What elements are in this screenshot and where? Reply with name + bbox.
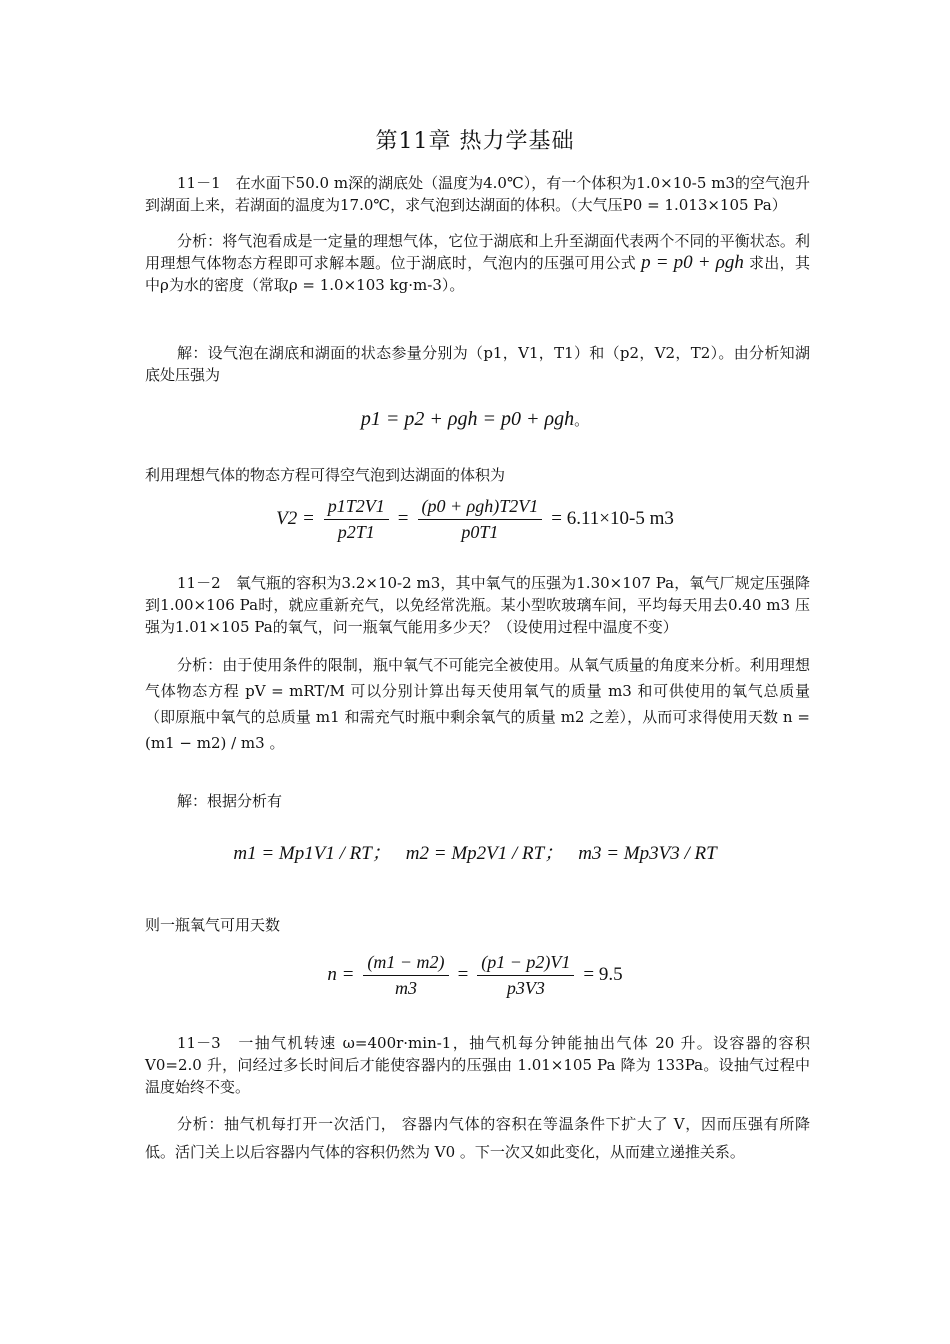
chapter-title: 第11章 热力学基础 bbox=[375, 129, 575, 154]
days-frac-1-numerator: (m1 − m2) bbox=[363, 952, 448, 976]
problem-11-1-solution-intro: 解：设气泡在湖底和湖面的状态参量分别为（p1，V1，T1）和（p2，V2，T2）。由分析知湖底处压强为 bbox=[145, 344, 810, 384]
formula-volume-result: = 6.11×10-5 m3 bbox=[551, 508, 674, 530]
problem-11-3-statement: 11－3 一抽气机转速 ω=400r·min-1，抽气机每分钟能抽出气体 20 升。设容器的容积V0=2.0 升，问经过多长时间后才能使容器内的压强由 1.01×105 Pa 降为 133Pa。设抽气过程中温度始终不变。 bbox=[145, 1034, 810, 1096]
frac-2-denominator: p0T1 bbox=[461, 522, 499, 542]
formula-pressure-expr: p1 = p2 + ρgh = p0 + ρgh bbox=[360, 408, 575, 430]
formula-days-frac-2 bbox=[477, 952, 574, 999]
formula-pressure-end: 。 bbox=[574, 413, 590, 429]
frac-1-numerator: p1T2V1 bbox=[324, 496, 389, 520]
formula-days-lhs: n = bbox=[327, 964, 355, 986]
formula-volume-frac-2 bbox=[418, 496, 543, 543]
analysis-formula: p = p0 + ρgh bbox=[641, 252, 744, 273]
formula-pressure-bottom bbox=[0, 408, 950, 431]
formula-volume-lhs: V2 = bbox=[276, 508, 315, 530]
analysis-tail: 求出，其中ρ为水的密度（常取ρ = 1.0×103 kg·m-3）。 bbox=[145, 254, 810, 294]
problem-11-2-solution-mid: 则一瓶氧气可用天数 bbox=[145, 916, 281, 934]
days-frac-2-numerator: (p1 − p2)V1 bbox=[477, 952, 574, 976]
formula-m3: m3 = Mp3V3 / RT bbox=[578, 843, 717, 864]
problem-11-2-analysis: 分析：由于使用条件的限制，瓶中氧气不可能完全被使用。从氧气质量的角度来分析。利用理想气体物态方程 pV = mRT/M 可以分别计算出每天使用氧气的质量 m3 和可供使用的氧气总质量（即原瓶中氧气的总质量 m1 和需充气时瓶中剩余氧气的质量 m2 之差），从而可求得使用天数 n = (m1 − m2) / m3 。 bbox=[145, 656, 810, 752]
days-frac-2-denominator: p3V3 bbox=[506, 978, 545, 998]
days-frac-1-denominator: m3 bbox=[394, 978, 417, 998]
formula-m1: m1 = Mp1V1 / RT； bbox=[233, 843, 391, 864]
analysis-text: 分析：将气泡看成是一定量的理想气体，它位于湖底和上升至湖面代表两个不同的平衡状态。利用理想气体物态方程即可求解本题。位于湖底时，气泡内的压强可用公式 bbox=[145, 232, 810, 272]
formula-days-frac-1 bbox=[363, 952, 448, 999]
formula-days: n = $\frac{(m1 - m2)}{m3}$ = $\frac{(p1 - p2)V1}{p3V3}$ = 9.5 bbox=[327, 952, 623, 998]
frac-1-denominator: p2T1 bbox=[337, 522, 375, 542]
problem-11-1-analysis bbox=[145, 230, 810, 296]
formula-masses bbox=[0, 838, 950, 865]
frac-2-numerator: (p0 + ρgh)T2V1 bbox=[418, 496, 543, 520]
problem-11-2-statement: 11－2 氧气瓶的容积为3.2×10-2 m3，其中氧气的压强为1.30×107 Pa，氧气厂规定压强降到1.00×106 Pa时，就应重新充气，以免经常洗瓶。某小型吹玻璃车间，平均每天用去0.40 m3 压强为1.01×105 Pa的氧气，问一瓶氧气能用多少天？（设使用过程中温度不变） bbox=[145, 574, 810, 636]
problem-11-1-statement: 11－1 在水面下50.0 m深的湖底处（温度为4.0℃），有一个体积为1.0×10-5 m3的空气泡升到湖面上来，若湖面的温度为17.0℃，求气泡到达湖面的体积。（大气压P0 = 1.013×105 Pa） bbox=[145, 174, 810, 214]
formula-m2: m2 = Mp2V1 / RT； bbox=[405, 843, 564, 864]
problem-11-1-solution-mid: 利用理想气体的物态方程可得空气泡到达湖面的体积为 bbox=[145, 466, 506, 484]
formula-volume-frac-1 bbox=[324, 496, 389, 543]
problem-11-3-analysis: 分析：抽气机每打开一次活门， 容器内气体的容积在等温条件下扩大了 V，因而压强有所降低。活门关上以后容器内气体的容积仍然为 V0 。下一次又如此变化，从而建立递推关系。 bbox=[145, 1115, 810, 1161]
formula-days-result: = 9.5 bbox=[583, 964, 623, 986]
problem-11-2-solution-intro: 解：根据分析有 bbox=[177, 792, 283, 810]
formula-volume-surface: V2 = $\frac{p1T2V1}{p2T1}$ = $\frac{\text{(p0 + ρgh)T2V1}}{p0T1}$ = 6.11×10-5 m3 bbox=[276, 496, 674, 542]
